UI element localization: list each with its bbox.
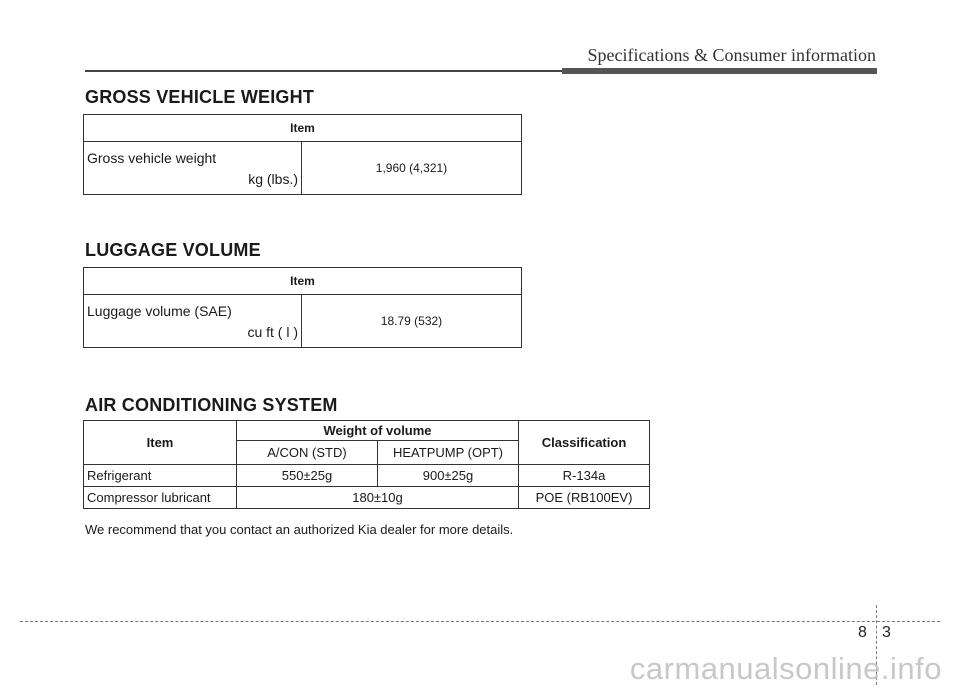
gross-item-header: Item [84,115,522,142]
ac-acon-header: A/CON (STD) [237,441,378,465]
row-acon: 550±25g [237,465,378,487]
row-heatpump: 900±25g [378,465,519,487]
luggage-label-cell [84,295,302,348]
gross-weight-title: GROSS VEHICLE WEIGHT [85,87,315,107]
luggage-item-header: Item [84,268,522,295]
luggage-unit: cu ft ( l ) [247,324,298,340]
luggage-label: Luggage volume (SAE) [87,303,232,319]
gross-unit: kg (lbs.) [248,171,298,187]
ac-system-title: AIR CONDITIONING SYSTEM [85,395,338,415]
ac-heatpump-header: HEATPUMP (OPT) [378,441,519,465]
gross-label: Gross vehicle weight [87,150,217,166]
footer-dashed-rule [20,621,940,622]
luggage-value: 18.79 (532) [302,295,522,348]
gross-label-cell [84,142,302,195]
ac-system-table [83,420,650,509]
table-row [84,465,650,487]
row-weight: 180±10g [237,487,519,509]
row-item: Compressor lubricant [84,487,237,509]
luggage-volume-title: LUGGAGE VOLUME [85,240,261,260]
luggage-volume-table [83,267,522,348]
row-classification: R-134a [519,465,650,487]
row-classification: POE (RB100EV) [519,487,650,509]
ac-item-header: Item [84,421,237,465]
ac-weight-header: Weight of volume [237,421,519,441]
chapter-number: 8 [858,624,867,641]
dealer-note: We recommend that you contact an authorized Kia dealer for more details. [85,522,514,537]
gross-value: 1,960 (4,321) [302,142,522,195]
page-number: 3 [882,624,891,641]
section-header-title: Specifications & Consumer information [587,45,876,65]
header-bar [562,68,877,74]
ac-classification-header: Classification [519,421,650,465]
table-row [84,487,650,509]
watermark: carmanualsonline.info [629,651,942,686]
row-item: Refrigerant [84,465,237,487]
gross-weight-table [83,114,522,195]
